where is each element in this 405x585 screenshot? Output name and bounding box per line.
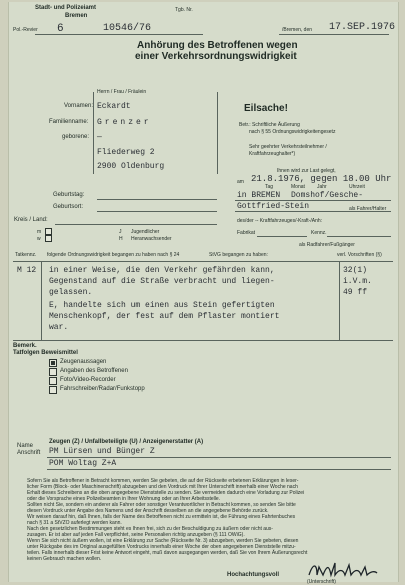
place-date-label: /Bremen, den bbox=[282, 27, 313, 33]
subject-line2: nach § 55 Ordnungswidrigkeitengesetz bbox=[249, 129, 336, 135]
witness-line-1: PM Lürsen und Bünger Z bbox=[49, 447, 155, 456]
evidence-option-photo: Foto/Video-Recorder bbox=[60, 377, 116, 383]
gender-m-box[interactable] bbox=[45, 228, 52, 235]
juvenile-label: Jugendlicher bbox=[131, 229, 160, 235]
reg-line-3: 49 ff bbox=[343, 288, 368, 297]
instruction-line: Nach den gesetzlichen Bestimmungen steht es Ihnen frei, sich zu der Beschuldigung zu äußern oder nicht aus- bbox=[27, 526, 273, 532]
evidence-checkbox-witness[interactable] bbox=[49, 359, 57, 367]
instruction-line: Sofern Sie als Betroffener in Betracht kommen, werden Sie gebeten, die auf der Rückseite erbetenen Erklärungen in leser- bbox=[27, 478, 299, 484]
offense-line-2: Gegenstand auf die Straße verbracht und liegen- bbox=[49, 277, 275, 286]
reg-line-2: i.V.m. bbox=[343, 277, 372, 286]
born-value: — bbox=[97, 133, 102, 142]
district-label: Kreis / Land: bbox=[14, 217, 48, 223]
adolescent-code: H bbox=[119, 236, 123, 242]
location-line2: Gottfried-Stein bbox=[237, 202, 310, 211]
stvg-label: StVG begangen zu haben: bbox=[209, 252, 268, 258]
urgent-label: Eilsache! bbox=[244, 103, 288, 114]
birthday-label: Geburtstag: bbox=[53, 192, 85, 198]
as-driver-label: als Fahrer/Halter bbox=[349, 206, 387, 212]
city-value: 2900 Oldenburg bbox=[97, 162, 165, 171]
accused-label: Ihnen wird zur Last gelegt, bbox=[277, 168, 336, 174]
offense-line-4: E, handelte sich um einen aus Stein gefertigten bbox=[49, 301, 275, 310]
evidence-checkbox-radar[interactable] bbox=[49, 386, 57, 394]
adolescent-label: Heranwachsender bbox=[131, 236, 172, 242]
file-number: 10546/76 bbox=[103, 23, 152, 34]
first-name-value: Eckardt bbox=[97, 102, 131, 111]
evidence-option-witness: Zeugenaussagen bbox=[60, 359, 107, 365]
instruction-line: keinen Gebrauch machen wollen. bbox=[27, 556, 102, 562]
remarks-label: Bemerk. bbox=[13, 343, 37, 349]
date-sub-jahr: Jahr bbox=[317, 184, 327, 190]
offense-code: M 12 bbox=[17, 266, 37, 275]
evidence-label: Tatfolgen Beweismittel bbox=[13, 350, 78, 356]
location-prefix: in BREMEN bbox=[237, 191, 281, 200]
family-name-label: Familienname: bbox=[49, 119, 89, 125]
born-label: geborene: bbox=[62, 134, 90, 140]
instruction-line: Wenn Sie sich nicht äußern wollen, ist eine Erklärung zur Sache (Rückseite Nr. 3) abzugeben, werden Sie gebeten, diesen bbox=[27, 538, 299, 544]
evidence-option-statement: Angaben des Betroffenen bbox=[60, 368, 128, 374]
offense-date-time: 21.8.1976, gegen 18.00 Uhr bbox=[251, 174, 392, 184]
date-sub-uhrzeit: Uhrzeit bbox=[349, 184, 365, 190]
code-label: Tatkennz. bbox=[15, 252, 37, 258]
date-value: 17.SEP.1976 bbox=[329, 22, 396, 33]
authority-name: Stadt- und Polizeiamt bbox=[35, 5, 97, 11]
instruction-line: unter Rückgabe des im Original ausgefüllten Vordrucks innerhalb einer Woche der oben angegebenen Dienststelle mitzu- bbox=[27, 544, 296, 550]
description-label: folgende Ordnungswidrigkeit begangen zu haben nach § 24 bbox=[47, 252, 180, 258]
witness-address-label: Anschrift bbox=[17, 450, 41, 456]
instruction-line: Erhalt dieses Schreibens an die oben angegebene Dienststelle zu senden. Sie vermeiden dadurch eine Vorladung zur Polizei bbox=[27, 490, 305, 496]
signature-label: (Unterschrift) bbox=[307, 579, 336, 585]
salutation-label: Herrn / Frau / Fräulein bbox=[97, 89, 147, 95]
form-title-line2: einer Verkehrsordnungswidrigkeit bbox=[135, 51, 297, 62]
instruction-line: zusagen. Er ist aber auf jeden Fall verpflichtet, seine Personalien richtig anzugeben (§ 111 OWiG). bbox=[27, 532, 245, 538]
offense-line-6: war. bbox=[49, 323, 69, 332]
plate-label: Kennz. bbox=[311, 230, 327, 236]
gender-m: m bbox=[37, 229, 42, 235]
gender-w: w bbox=[37, 236, 41, 242]
gender-w-box[interactable] bbox=[45, 235, 52, 242]
authority-city: Bremen bbox=[65, 13, 88, 19]
pol-revier-value: 6 bbox=[57, 23, 64, 35]
offense-line-1: in einer Weise, die den Verkehr gefährden kann, bbox=[49, 266, 275, 275]
subject-line1: Betr.: Schriftliche Äußerung bbox=[239, 122, 300, 128]
tgb-label: Tgb. Nr. bbox=[175, 7, 193, 13]
regulation-label: verl. Vorschriften (§) bbox=[337, 252, 382, 258]
reg-line-1: 32(1) bbox=[343, 266, 368, 275]
closing-text: Hochachtungsvoll bbox=[227, 572, 280, 578]
location-line1: Domshof/Gesche- bbox=[291, 191, 364, 200]
form-title-line1: Anhörung des Betroffenen wegen bbox=[137, 40, 298, 51]
birthplace-label: Geburtsort: bbox=[53, 204, 84, 210]
signature-image bbox=[305, 559, 381, 581]
make-label: Fabrikat bbox=[237, 230, 256, 236]
instruction-line: oder die Vorsprache eines Polizeibeamten in Ihrer Wohnung oder an Ihrer Arbeitsstelle. bbox=[27, 496, 221, 502]
instruction-line: nach § 31 a StVZO auferlegt werden kann. bbox=[27, 520, 122, 526]
juvenile-code: J bbox=[119, 229, 122, 235]
instruction-line: Sollten nicht Sie, sondern ein anderer als Fahrer oder sonstiger Verantwortlicher in Betracht kommen, so senden Sie bitte bbox=[27, 502, 296, 508]
vehicle-label: des/der -- Kraftfahrzeuges/-Kraft-/Anh: bbox=[237, 218, 323, 224]
form-sheet: Stadt- und Polizeiamt Bremen Pol.-Revier 6 10546/76 Tgb. Nr. /Bremen, den 17.SEP.1976 Anhörung des Betroffenen wegen einer Verkehrsordnungswidrigkeit Herrn / Frau / Fräulein Vornamen: Eckardt Familienname: Grenzer geborene: — Fliederweg 2 2900 Oldenburg Eilsache! Betr.: Schriftliche Äußerung nach § 55 Ordnungswidrigkeitengesetz Sehr geehrter Verkehrsteilnehmer / Kraftfahrzeughalter*) Ihnen wird zur Last gelegt, am 21.8.1976, gegen 18.00 Uhr Tag Monat Jahr Uhrzeit in BREMEN Domshof/Gesche- Gottfried-Stein als Fahrer/Halter Geburtstag: Geburtsort: Kreis / Land: des/der -- Kraftfahrzeuges/-Kraft-/Anh: Fabrikat Kennz. als Radfahrer/Fußgänger m w Jugendlicher Heranwachsender J H Tatkennz. folgende Ordnungswidrigkeit begangen zu haben nach § 24 StVG begangen zu haben: verl. Vorschriften (§) M 12 in einer Weise, die den Verkehr gefährden kann, Gegenstand auf die Straße verbracht und liegen- gelassen. E, handelte sich um einen aus Stein gefertigten Menschenkopf, der fest auf dem Pflaster montiert war. 32(1) i.V.m. 49 ff Bemerk. Tatfolgen Beweismittel Zeugenaussagen Angaben des Betroffenen Foto/Video-Recorder Fahrschreiber/Radar/Funkstopp Name Anschrift Zeugen (Z) / Unfallbeteiligte (U) / Anzeigenerstatter (A) PM Lürsen und Bünger Z POM Woltag Z+A Sofern Sie als Betroffener in Betracht kommen, werden Sie gebeten, die auf der Rückseite erbetenen Erklärungen in leser- licher Form (Block- oder Maschinenschrift) abzugeben und den Vordruck mit Ihrer Unterschrift innerhalb einer Woche nach Erhalt dieses Schreibens an die oben angegebene Dienststelle zu senden. Sie vermeiden dadurch eine Vorladung zur Polizei oder die Vorsprache eines Polizeibeamten in Ihrer Wohnung oder an Ihrer Arbeitsstelle. Sollten nicht Sie, sondern ein anderer als Fahrer oder sonstiger Verantwortlicher in Betracht kommen, so senden Sie bitte diesen Vordruck unter Angabe des Namens und der Anschrift desselben an die angegebene Behörde zurück. Wir weisen darauf hin, daß Ihnen, falls der Name des Betroffenen nicht zu ermitteln ist, die Führung eines Fahrtenbuches nach § 31 a StVZO auferlegt werden kann. Nach den gesetzlichen Bestimmungen steht es Ihnen frei, sich zu der Beschuldigung zu äußern oder nicht aus- zusagen. Er ist aber auf jeden Fall verpflichtet, seine Personalien richtig anzugeben (§ 111 OWiG). Wenn Sie sich nicht äußern wollen, ist eine Erklärung zur Sache (Rückseite Nr. 3) abzugeben, werden Sie gebeten, diesen unter Rückgabe des im Original ausgefüllten Vordrucks innerhalb einer Woche der oben angegebenen Dienststelle mitzu- teilen. Falls innerhalb dieser Frist keine Antwort eingeht, muß davon ausgegangen werden, daß Sie von Ihrem Äußerungsrecht keinen Gebrauch machen wollen. Hochachtungsvoll (Unterschrift) bbox=[8, 2, 399, 582]
witness-line-2: POM Woltag Z+A bbox=[49, 459, 117, 468]
evidence-checkbox-photo[interactable] bbox=[49, 377, 57, 385]
family-name-value: Grenzer bbox=[97, 118, 152, 127]
street-value: Fliederweg 2 bbox=[97, 148, 155, 157]
salutation-line1: Sehr geehrter Verkehrsteilnehmer / bbox=[249, 144, 327, 150]
offense-line-5: Menschenkopf, der fest auf dem Pflaster montiert bbox=[49, 312, 280, 321]
instruction-line: Wir weisen darauf hin, daß Ihnen, falls der Name des Betroffenen nicht zu ermitteln ist, die Führung eines Fahrtenbuches bbox=[27, 514, 296, 520]
salutation-line2: Kraftfahrzeughalter*) bbox=[249, 151, 296, 157]
instruction-line: licher Form (Block- oder Maschinenschrift) abzugeben und den Vordruck mit Ihrer Unterschrift innerhalb einer Woche nach bbox=[27, 484, 298, 490]
date-sub-tag: Tag bbox=[265, 184, 274, 190]
offense-line-3: gelassen. bbox=[49, 288, 93, 297]
witness-name-label: Name bbox=[17, 443, 34, 449]
date-sub-monat: Monat bbox=[291, 184, 305, 190]
first-name-label: Vornamen: bbox=[64, 103, 94, 109]
cyclist-label: als Radfahrer/Fußgänger bbox=[299, 242, 355, 248]
evidence-option-radar: Fahrschreiber/Radar/Funkstopp bbox=[60, 386, 145, 392]
instruction-line: diesen Vordruck unter Angabe des Namens und der Anschrift desselben an die angegebene Behörde zurück. bbox=[27, 508, 269, 514]
evidence-checkbox-statement[interactable] bbox=[49, 368, 57, 376]
pol-revier-label: Pol.-Revier bbox=[13, 27, 38, 33]
witness-header: Zeugen (Z) / Unfallbeteiligte (U) / Anzeigenerstatter (A) bbox=[49, 439, 204, 445]
instruction-line: teilen. Falls innerhalb dieser Frist keine Antwort eingeht, muß davon ausgegangen werden, daß Sie von Ihrem Äußerungsrecht bbox=[27, 550, 308, 556]
